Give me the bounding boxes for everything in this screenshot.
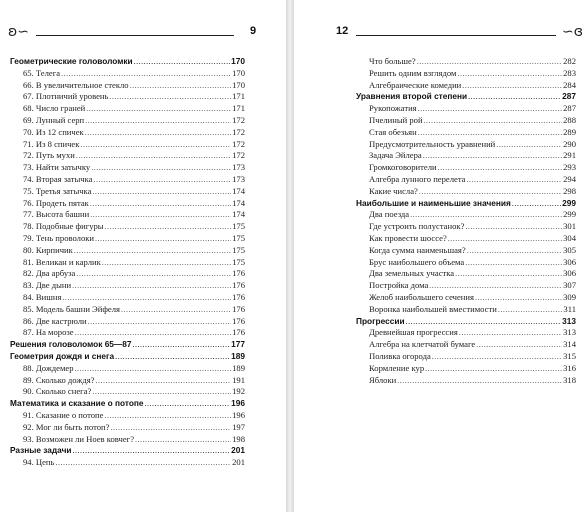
- entry-title: Два поезда: [369, 209, 410, 220]
- dot-leader: [90, 209, 231, 221]
- dot-leader: [418, 103, 562, 115]
- entry-page: 196: [231, 398, 245, 409]
- dot-leader: [88, 316, 231, 328]
- entry-page: 315: [563, 350, 576, 361]
- entry-title: Когда сумма наименьшая?: [369, 244, 466, 255]
- toc-entry: [356, 115, 576, 127]
- dot-leader: [475, 292, 562, 304]
- entry-page: 191: [232, 374, 245, 385]
- dot-leader: [62, 292, 231, 304]
- toc-entry: [356, 56, 576, 68]
- toc-section: [356, 316, 576, 328]
- dot-leader: [417, 56, 562, 68]
- entry-title: 86. Две кастрюли: [23, 315, 87, 326]
- dot-leader: [72, 280, 231, 292]
- entry-title: 91. Сказание о потопе: [23, 409, 104, 420]
- toc-entry: [10, 434, 245, 446]
- dot-leader: [110, 422, 231, 434]
- toc-entry: [10, 186, 245, 198]
- dot-leader: [467, 174, 563, 186]
- toc-entry: [356, 375, 576, 387]
- dot-leader: [95, 375, 231, 387]
- dot-leader: [85, 115, 231, 127]
- toc-entry: [10, 115, 245, 127]
- entry-title: Алгебраические комедии: [369, 79, 462, 90]
- entry-page: 304: [563, 232, 576, 243]
- toc-entry: [356, 304, 576, 316]
- entry-title: 88. Дождемер: [23, 362, 74, 373]
- toc-entry: [10, 209, 245, 221]
- right-page: [294, 0, 585, 512]
- dot-leader: [80, 139, 231, 151]
- entry-page: 172: [232, 126, 245, 137]
- toc-entry: [356, 139, 576, 151]
- toc-section: [10, 339, 245, 351]
- toc-entry: [356, 150, 576, 162]
- entry-title: 85. Модель башни Эйфеля: [23, 303, 120, 314]
- dot-leader: [448, 233, 562, 245]
- entry-page: 189: [231, 350, 245, 361]
- dot-leader: [105, 221, 232, 233]
- dot-leader: [468, 91, 561, 103]
- entry-title: Алгебра лунного перелета: [369, 173, 466, 184]
- toc-entry: [10, 363, 245, 375]
- toc-section: [10, 56, 245, 68]
- ornament-icon: ∽ɞ: [562, 24, 584, 40]
- entry-title: Желоб наибольшего сечения: [369, 291, 474, 302]
- entry-title: Прогрессии: [356, 315, 405, 326]
- left-page: [0, 0, 286, 512]
- toc-list: [10, 56, 245, 469]
- right-page-header: [294, 22, 585, 48]
- toc-entry: [356, 245, 576, 257]
- toc-section: [10, 445, 245, 457]
- dot-leader: [90, 198, 231, 210]
- entry-page: 293: [563, 162, 576, 173]
- dot-leader: [467, 245, 562, 257]
- entry-page: 306: [563, 268, 576, 279]
- entry-page: 291: [563, 150, 576, 161]
- toc-entry: [356, 233, 576, 245]
- entry-title: Пчелиный рой: [369, 114, 423, 125]
- toc-entry: [356, 351, 576, 363]
- dot-leader: [498, 304, 563, 316]
- toc-entry: [356, 103, 576, 115]
- entry-title: Что больше?: [369, 56, 416, 66]
- entry-page: 170: [232, 67, 245, 78]
- entry-page: 175: [232, 232, 245, 243]
- entry-page: 287: [563, 103, 576, 114]
- dot-leader: [512, 198, 561, 210]
- toc-entry: [356, 127, 576, 139]
- entry-page: 299: [563, 209, 576, 220]
- page-number: 9: [250, 25, 257, 37]
- entry-title: Постройка дома: [369, 280, 429, 291]
- entry-title: Задача Эйлера: [369, 150, 422, 161]
- toc-entry: [356, 327, 576, 339]
- dot-leader: [462, 80, 562, 92]
- entry-page: 177: [231, 339, 245, 350]
- dot-leader: [406, 316, 562, 328]
- entry-page: 311: [563, 303, 576, 314]
- entry-title: 66. В увеличительное стекло: [23, 79, 129, 90]
- toc-section: [10, 398, 245, 410]
- entry-page: 176: [232, 327, 245, 338]
- entry-page: 173: [232, 173, 245, 184]
- dot-leader: [86, 103, 231, 115]
- entry-title: 73. Найти затычку: [23, 162, 91, 173]
- entry-page: 299: [562, 197, 576, 208]
- toc-entry: [356, 162, 576, 174]
- entry-title: 74. Вторая затычка: [23, 173, 93, 184]
- toc-entry: [10, 410, 245, 422]
- entry-title: 75. Третья затычка: [23, 185, 92, 196]
- dot-leader: [76, 150, 231, 162]
- entry-title: 68. Число граней: [23, 103, 86, 114]
- entry-title: Решения головоломок 65—87: [10, 339, 132, 350]
- left-page-header: [0, 22, 286, 48]
- dot-leader: [134, 56, 231, 68]
- entry-page: 174: [232, 197, 245, 208]
- entry-page: 175: [232, 256, 245, 267]
- page-number: 12: [336, 25, 349, 37]
- dot-leader: [424, 115, 563, 127]
- toc-entry: [10, 257, 245, 269]
- entry-title: 93. Возможен ли Ноев ковчег?: [23, 433, 135, 444]
- dot-leader: [121, 304, 231, 316]
- entry-page: 290: [563, 138, 576, 149]
- entry-title: Два земельных участка: [369, 268, 455, 279]
- toc-entry: [356, 221, 576, 233]
- entry-page: 176: [232, 280, 245, 291]
- entry-page: 176: [232, 291, 245, 302]
- entry-title: Где устроить полустанок?: [369, 221, 465, 232]
- entry-page: 282: [563, 56, 576, 66]
- toc-entry: [10, 139, 245, 151]
- entry-page: 306: [563, 256, 576, 267]
- entry-page: 176: [232, 315, 245, 326]
- entry-page: 170: [232, 79, 245, 90]
- entry-page: 301: [563, 221, 576, 232]
- dot-leader: [145, 398, 231, 410]
- toc-entry: [10, 162, 245, 174]
- entry-title: 89. Сколько дождя?: [23, 374, 95, 385]
- toc-entry: [10, 221, 245, 233]
- dot-leader: [429, 280, 562, 292]
- entry-page: 316: [563, 362, 576, 373]
- entry-page: 176: [232, 303, 245, 314]
- entry-title: Воронка наибольшей вместимости: [369, 303, 497, 314]
- entry-title: Решить одним взглядом: [369, 67, 457, 78]
- entry-title: 76. Продеть пятак: [23, 197, 89, 208]
- entry-title: 67. Плотничий уровень: [23, 91, 109, 102]
- dot-leader: [109, 91, 231, 103]
- dot-leader: [75, 363, 232, 375]
- entry-page: 198: [232, 433, 245, 444]
- toc-entry: [356, 257, 576, 269]
- entry-page: 175: [232, 244, 245, 255]
- dot-leader: [73, 445, 231, 457]
- ornament-icon: ʚ∽: [8, 24, 30, 40]
- toc-list: [356, 56, 576, 386]
- entry-page: 289: [563, 126, 576, 137]
- entry-title: Громкоговорители: [369, 162, 437, 173]
- dot-leader: [76, 268, 231, 280]
- entry-title: 90. Сколько снега?: [23, 386, 92, 397]
- book-spine: [286, 0, 294, 512]
- entry-title: Алгебра на клетчатой бумаге: [369, 339, 476, 350]
- entry-page: 176: [232, 268, 245, 279]
- dot-leader: [425, 363, 562, 375]
- entry-page: 196: [232, 409, 245, 420]
- dot-leader: [132, 339, 230, 351]
- entry-title: 70. Из 12 спичек: [23, 126, 84, 137]
- entry-title: Древнейшая прогрессия: [369, 327, 458, 338]
- dot-leader: [496, 139, 562, 151]
- entry-page: 170: [231, 56, 245, 66]
- toc-entry: [10, 268, 245, 280]
- dot-leader: [465, 221, 562, 233]
- entry-page: 288: [563, 114, 576, 125]
- entry-page: 174: [232, 185, 245, 196]
- entry-page: 313: [563, 327, 576, 338]
- header-rule: [36, 35, 234, 36]
- entry-title: Рукопожатия: [369, 103, 417, 114]
- entry-title: Уравнения второй степени: [356, 91, 468, 102]
- entry-title: 87. На морозе: [23, 327, 74, 338]
- entry-page: 201: [232, 457, 245, 468]
- toc-entry: [10, 103, 245, 115]
- entry-title: Брус наибольшего объема: [369, 256, 465, 267]
- dot-leader: [397, 375, 562, 387]
- dot-leader: [95, 233, 231, 245]
- entry-page: 307: [563, 280, 576, 291]
- toc-entry: [356, 268, 576, 280]
- entry-page: 314: [563, 339, 576, 350]
- entry-page: 174: [232, 209, 245, 220]
- entry-page: 313: [562, 315, 576, 326]
- entry-title: Геометрические головоломки: [10, 56, 133, 66]
- entry-page: 309: [563, 291, 576, 302]
- toc-entry: [10, 304, 245, 316]
- toc-section: [356, 91, 576, 103]
- entry-title: 82. Два арбуза: [23, 268, 76, 279]
- entry-title: 94. Цепь: [23, 457, 55, 468]
- entry-title: Предусмотрительность уравнений: [369, 138, 496, 149]
- entry-page: 189: [232, 362, 245, 373]
- dot-leader: [455, 268, 562, 280]
- dot-leader: [135, 434, 231, 446]
- entry-title: 83. Две дыни: [23, 280, 72, 291]
- entry-title: 71. Из 8 спичек: [23, 138, 80, 149]
- dot-leader: [410, 209, 562, 221]
- toc-entry: [356, 363, 576, 375]
- entry-title: 79. Тень проволоки: [23, 232, 95, 243]
- dot-leader: [91, 162, 231, 174]
- entry-page: 298: [563, 185, 576, 196]
- toc-entry: [356, 280, 576, 292]
- toc-entry: [10, 280, 245, 292]
- entry-title: Какие числа?: [369, 185, 418, 196]
- dot-leader: [130, 80, 232, 92]
- dot-leader: [438, 162, 563, 174]
- dot-leader: [459, 327, 562, 339]
- entry-page: 172: [232, 114, 245, 125]
- toc-entry: [10, 327, 245, 339]
- entry-title: Как провести шоссе?: [369, 232, 447, 243]
- header-rule: [356, 35, 556, 36]
- entry-page: 318: [563, 374, 576, 385]
- entry-page: 294: [563, 173, 576, 184]
- dot-leader: [75, 327, 232, 339]
- toc-section: [356, 198, 576, 210]
- entry-page: 287: [562, 91, 576, 102]
- toc-entry: [356, 68, 576, 80]
- entry-title: 78. Подобные фигуры: [23, 221, 104, 232]
- dot-leader: [115, 351, 230, 363]
- entry-title: 65. Телега: [23, 67, 61, 78]
- toc-entry: [10, 127, 245, 139]
- toc-entry: [356, 174, 576, 186]
- dot-leader: [102, 257, 231, 269]
- entry-title: 81. Великан и карлик: [23, 256, 101, 267]
- toc-entry: [356, 292, 576, 304]
- entry-title: Кормление кур: [369, 362, 425, 373]
- toc-entry: [10, 174, 245, 186]
- entry-page: 171: [232, 103, 245, 114]
- entry-title: 77. Высота башни: [23, 209, 90, 220]
- toc-entry: [10, 316, 245, 328]
- dot-leader: [74, 245, 231, 257]
- dot-leader: [92, 386, 231, 398]
- toc-section: [10, 351, 245, 363]
- entry-title: 84. Вишня: [23, 291, 62, 302]
- dot-leader: [423, 150, 562, 162]
- toc-entry: [10, 375, 245, 387]
- toc-entry: [10, 422, 245, 434]
- toc-entry: [10, 91, 245, 103]
- entry-page: 172: [232, 150, 245, 161]
- entry-page: 197: [232, 421, 245, 432]
- toc-entry: [10, 80, 245, 92]
- dot-leader: [61, 68, 231, 80]
- toc-entry: [10, 386, 245, 398]
- dot-leader: [418, 127, 562, 139]
- entry-title: 92. Мог ли быть потоп?: [23, 421, 110, 432]
- dot-leader: [419, 186, 562, 198]
- toc-entry: [10, 457, 245, 469]
- toc-entry: [356, 209, 576, 221]
- entry-title: 72. Путь мухи: [23, 150, 75, 161]
- entry-page: 171: [232, 91, 245, 102]
- entry-title: Стая обезьян: [369, 126, 417, 137]
- entry-title: Математика и сказание о потопе: [10, 398, 144, 409]
- dot-leader: [457, 68, 562, 80]
- dot-leader: [85, 127, 231, 139]
- dot-leader: [432, 351, 562, 363]
- entry-title: Поливка огорода: [369, 350, 431, 361]
- dot-leader: [55, 457, 231, 469]
- entry-title: Яблоки: [369, 374, 397, 385]
- entry-page: 172: [232, 138, 245, 149]
- toc-entry: [10, 233, 245, 245]
- dot-leader: [476, 339, 562, 351]
- toc-entry: [10, 150, 245, 162]
- entry-page: 284: [563, 79, 576, 90]
- entry-page: 173: [232, 162, 245, 173]
- entry-title: 69. Лунный серп: [23, 114, 85, 125]
- entry-title: 80. Кирпичик: [23, 244, 73, 255]
- toc-entry: [10, 292, 245, 304]
- toc-entry: [356, 186, 576, 198]
- dot-leader: [465, 257, 562, 269]
- toc-entry: [10, 245, 245, 257]
- entry-page: 201: [231, 445, 245, 456]
- toc-entry: [10, 68, 245, 80]
- entry-page: 283: [563, 67, 576, 78]
- entry-title: Разные задачи: [10, 445, 72, 456]
- toc-entry: [10, 198, 245, 210]
- entry-page: 175: [232, 221, 245, 232]
- entry-title: Наибольшие и наименьшие значения: [356, 197, 511, 208]
- dot-leader: [92, 186, 231, 198]
- entry-page: 192: [232, 386, 245, 397]
- entry-title: Геометрия дождя и снега: [10, 350, 115, 361]
- toc-entry: [356, 80, 576, 92]
- entry-page: 305: [563, 244, 576, 255]
- dot-leader: [104, 410, 231, 422]
- toc-entry: [356, 339, 576, 351]
- dot-leader: [93, 174, 231, 186]
